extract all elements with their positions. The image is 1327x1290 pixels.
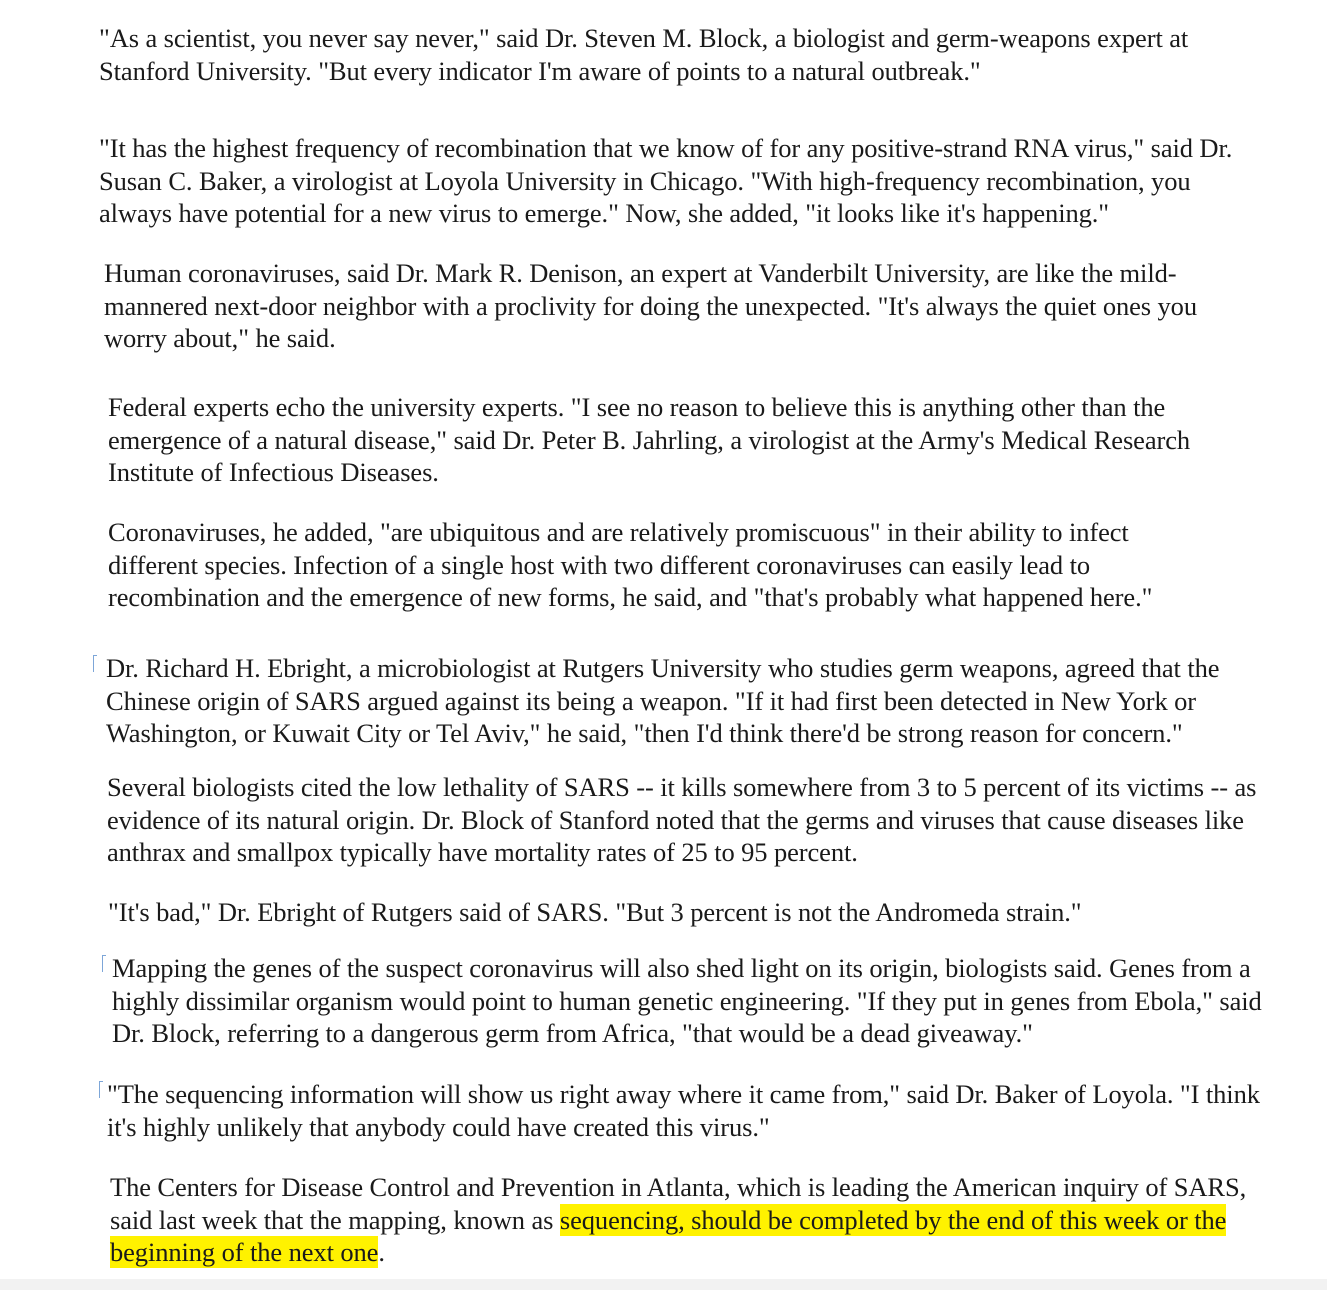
paragraph-ebright-weapon: Dr. Richard H. Ebright, a microbiologist at Rutgers University who studies germ weapons, agreed that the Chinese origin of SARS argued against its being a weapon. "If it had first been detected in New York or Washington, or Kuwait City or Tel Aviv," he said, "then I'd think there'd be strong reason for concern." [106,653,1220,748]
text-cursor-marker [93,655,97,672]
paragraph-cdc-sequencing [110,1171,1255,1269]
paragraph-lethality: Several biologists cited the low lethality of SARS -- it kills somewhere from 3 to 5 percent of its victims -- as evidence of its natural origin. Dr. Block of Stanford noted that the germs and viruses that cause diseases like anthrax and smallpox typically have mortality rates of 25 to 95 percent. [107,772,1257,867]
cdc-text-after-highlight: . [378,1237,385,1267]
paragraph-andromeda: "It's bad," Dr. Ebright of Rutgers said of SARS. "But 3 percent is not the Andromeda strain." [108,897,1082,927]
text-cursor-marker [99,1081,103,1098]
text-cursor-marker [102,955,106,972]
highlighted-text: sequencing, should be completed by the end of this week or the beginning of the next one [110,1204,1227,1267]
paragraph-block-quote: "As a scientist, you never say never," said Dr. Steven M. Block, a biologist and germ-weapons expert at Stanford University. "But every indicator I'm aware of points to a natural outbreak." [99,23,1189,86]
paragraph-mapping-genes: Mapping the genes of the suspect coronavirus will also shed light on its origin, biologists said. Genes from a highly dissimilar organism would point to human genetic engineering. "If they put in genes from Ebola," said Dr. Block, referring to a dangerous germ from Africa, "that would be a dead giveaway." [112,953,1262,1048]
paragraph-coronaviruses-promiscuous: Coronaviruses, he added, "are ubiquitous and are relatively promiscuous" in their ability to infect different species. Infection of a single host with two different coronaviruses can easily lead to recombination and the emergence of new forms, he said, and "that's probably what happened here." [108,517,1153,612]
paragraph-sequencing-baker: "The sequencing information will show us right away where it came from," said Dr. Baker of Loyola. "I think it's highly unlikely that anybody could have created this virus." [107,1079,1260,1142]
cdc-text-before-highlight: The Centers for Disease Control and Prevention in Atlanta, which is leading the American inquiry of SARS, said last week that the mapping, known as [110,1172,1247,1235]
page-bottom-edge [0,1279,1327,1290]
paragraph-jahrling-federal: Federal experts echo the university experts. "I see no reason to believe this is anything other than the emergence of a natural disease," said Dr. Peter B. Jahrling, a virologist at the Army's Medical Research Institute of Infectious Diseases. [108,392,1191,487]
paragraph-baker-recombination: "It has the highest frequency of recombination that we know of for any positive-strand RNA virus," said Dr. Susan C. Baker, a virologist at Loyola University in Chicago. "With high-frequency recombination, you always have potential for a new virus to emerge." Now, she added, "it looks like it's happening." [99,133,1233,228]
paragraph-denison-neighbor: Human coronaviruses, said Dr. Mark R. Denison, an expert at Vanderbilt University, are like the mild-mannered next-door neighbor with a proclivity for doing the unexpected. "It's always the quiet ones you worry about," he said. [104,258,1197,353]
